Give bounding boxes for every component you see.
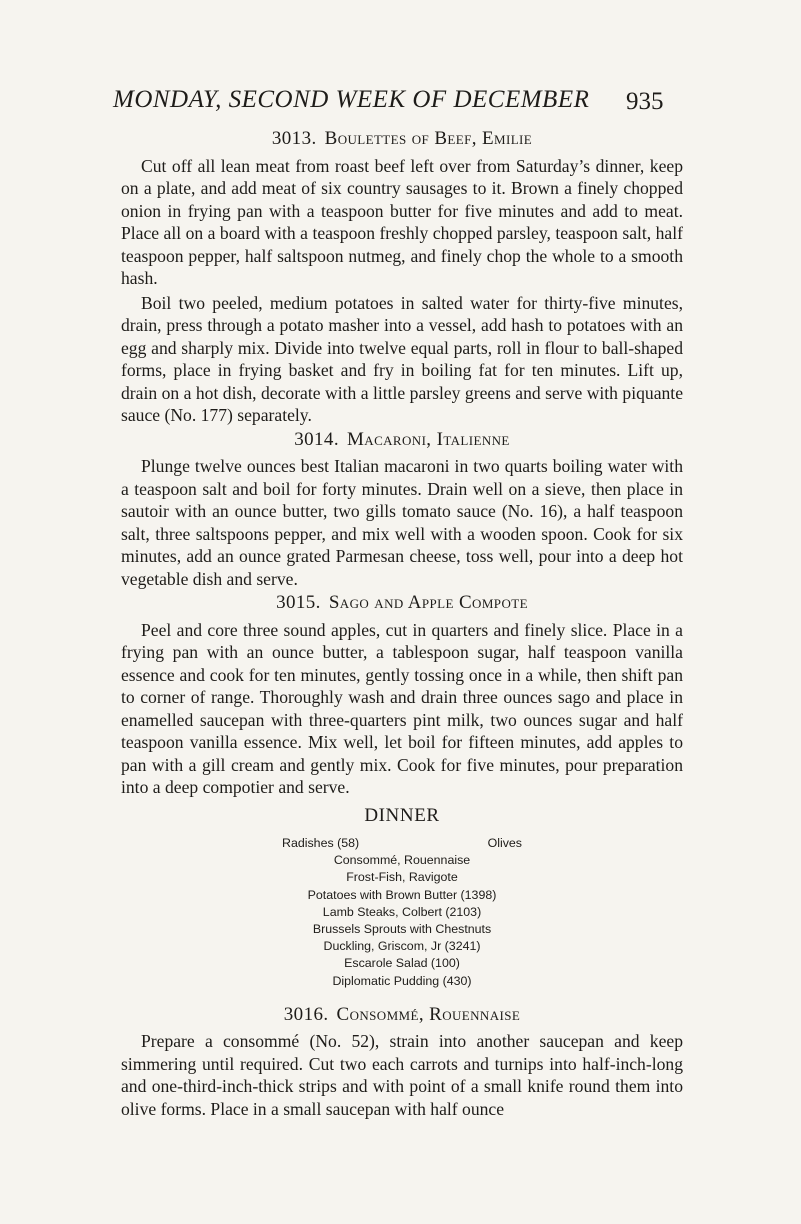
recipe-3015 <box>121 592 683 799</box>
recipe-name: Boulettes of Beef, Emilie <box>324 128 533 149</box>
recipe-paragraph: Boil two peeled, medium potatoes in salted water for thirty-five minutes, drain, press through a potato masher into a vessel, add hash to potatoes with an egg and sharply mix. Divide into twelve equal parts, roll in flour to ball-shaped forms, place in frying basket and fry in boiling fat for ten minutes. Lift up, drain on a hot dish, decorate with a little parsley greens and serve with piquante sauce (No. 177) separately. <box>121 292 683 425</box>
recipe-name: Consommé, Rouennaise <box>336 1003 521 1025</box>
recipe-title <box>121 128 683 151</box>
recipe-number: 3013. <box>271 128 317 149</box>
recipe-title <box>121 429 683 452</box>
recipe-paragraph: Plunge twelve ounces best Italian macaroni in two quarts boiling water with a teaspoon salt and boil for forty minutes. Drain well on a sieve, then place in sautoir with an ounce butter, two gills tomato sauce (No. 16), a half teaspoon salt, three saltspoons pepper, and mix well with a wooden spoon. Cook for six minutes, add an ounce grated Parmesan cheese, toss well, pour into a deep hot vegetable dish and serve. <box>121 456 683 589</box>
recipe-number: 3016. <box>283 1003 329 1025</box>
menu-item: Brussels Sprouts with Chestnuts <box>312 922 492 937</box>
menu-item: Consommé, Rouennaise <box>333 853 471 868</box>
recipe-paragraph: Cut off all lean meat from roast beef left over from Saturday’s dinner, keep on a plate, and add meat of six country sausages to it. Brown a finely chopped onion in frying pan with a teaspoon butter for five minutes and add to meat. Place all on a board with a teaspoon freshly chopped parsley, teaspoon salt, half teaspoon pepper, half saltspoon nutmeg, and finely chop the whole to a smooth hash. <box>121 155 683 288</box>
page-content <box>121 128 683 1122</box>
recipe-3016 <box>121 1004 683 1121</box>
menu-row <box>282 835 522 852</box>
recipe-name: Sago and Apple Compote <box>328 592 528 613</box>
recipe-paragraph: Prepare a consommé (No. 52), strain into another saucepan and keep simmering until required. Cut two each carrots and turnips into half-inch-long and one-third-inch-thick strips and with point of a small knife round them into olive forms. Place in a small saucepan with half ounce <box>121 1031 683 1119</box>
page-number: 935 <box>626 88 664 115</box>
running-header: MONDAY, SECOND WEEK OF DECEMBER <box>113 86 590 113</box>
recipe-3014 <box>121 429 683 591</box>
recipe-title <box>121 1004 683 1027</box>
recipe-number: 3014. <box>294 428 339 450</box>
recipe-3013 <box>121 128 683 427</box>
menu-item: Lamb Steaks, Colbert (2103) <box>322 904 482 919</box>
menu-item: Duckling, Griscom, Jr (3241) <box>323 939 481 954</box>
dinner-heading: DINNER <box>364 804 440 826</box>
recipe-name: Macaroni, Italienne <box>346 428 510 450</box>
recipe-paragraph: Peel and core three sound apples, cut in quarters and finely slice. Place in a frying pan with an ounce butter, a tablespoon sugar, half teaspoon vanilla essence and cook for ten minutes, gently tossing once in a while, then shift pan to corner of range. Thoroughly wash and drain three ounces sago and place in enamelled saucepan with three-quarters pint milk, two ounces sugar and half teaspoon vanilla essence. Mix well, let boil for fifteen minutes, add apples to pan with a gill cream and gently mix. Cook for five minutes, pour preparation into a deep compotier and serve. <box>121 619 683 797</box>
menu-item: Radishes (58) <box>282 836 360 850</box>
dinner-menu <box>282 835 522 990</box>
menu-item: Diplomatic Pudding (430) <box>332 973 472 988</box>
menu-item: Frost-Fish, Ravigote <box>346 870 458 885</box>
menu-item: Olives <box>487 836 522 850</box>
recipe-number: 3015. <box>276 592 321 613</box>
menu-item: Escarole Salad (100) <box>344 956 460 971</box>
recipe-title <box>121 592 683 615</box>
menu-item: Potatoes with Brown Butter (1398) <box>307 887 497 902</box>
